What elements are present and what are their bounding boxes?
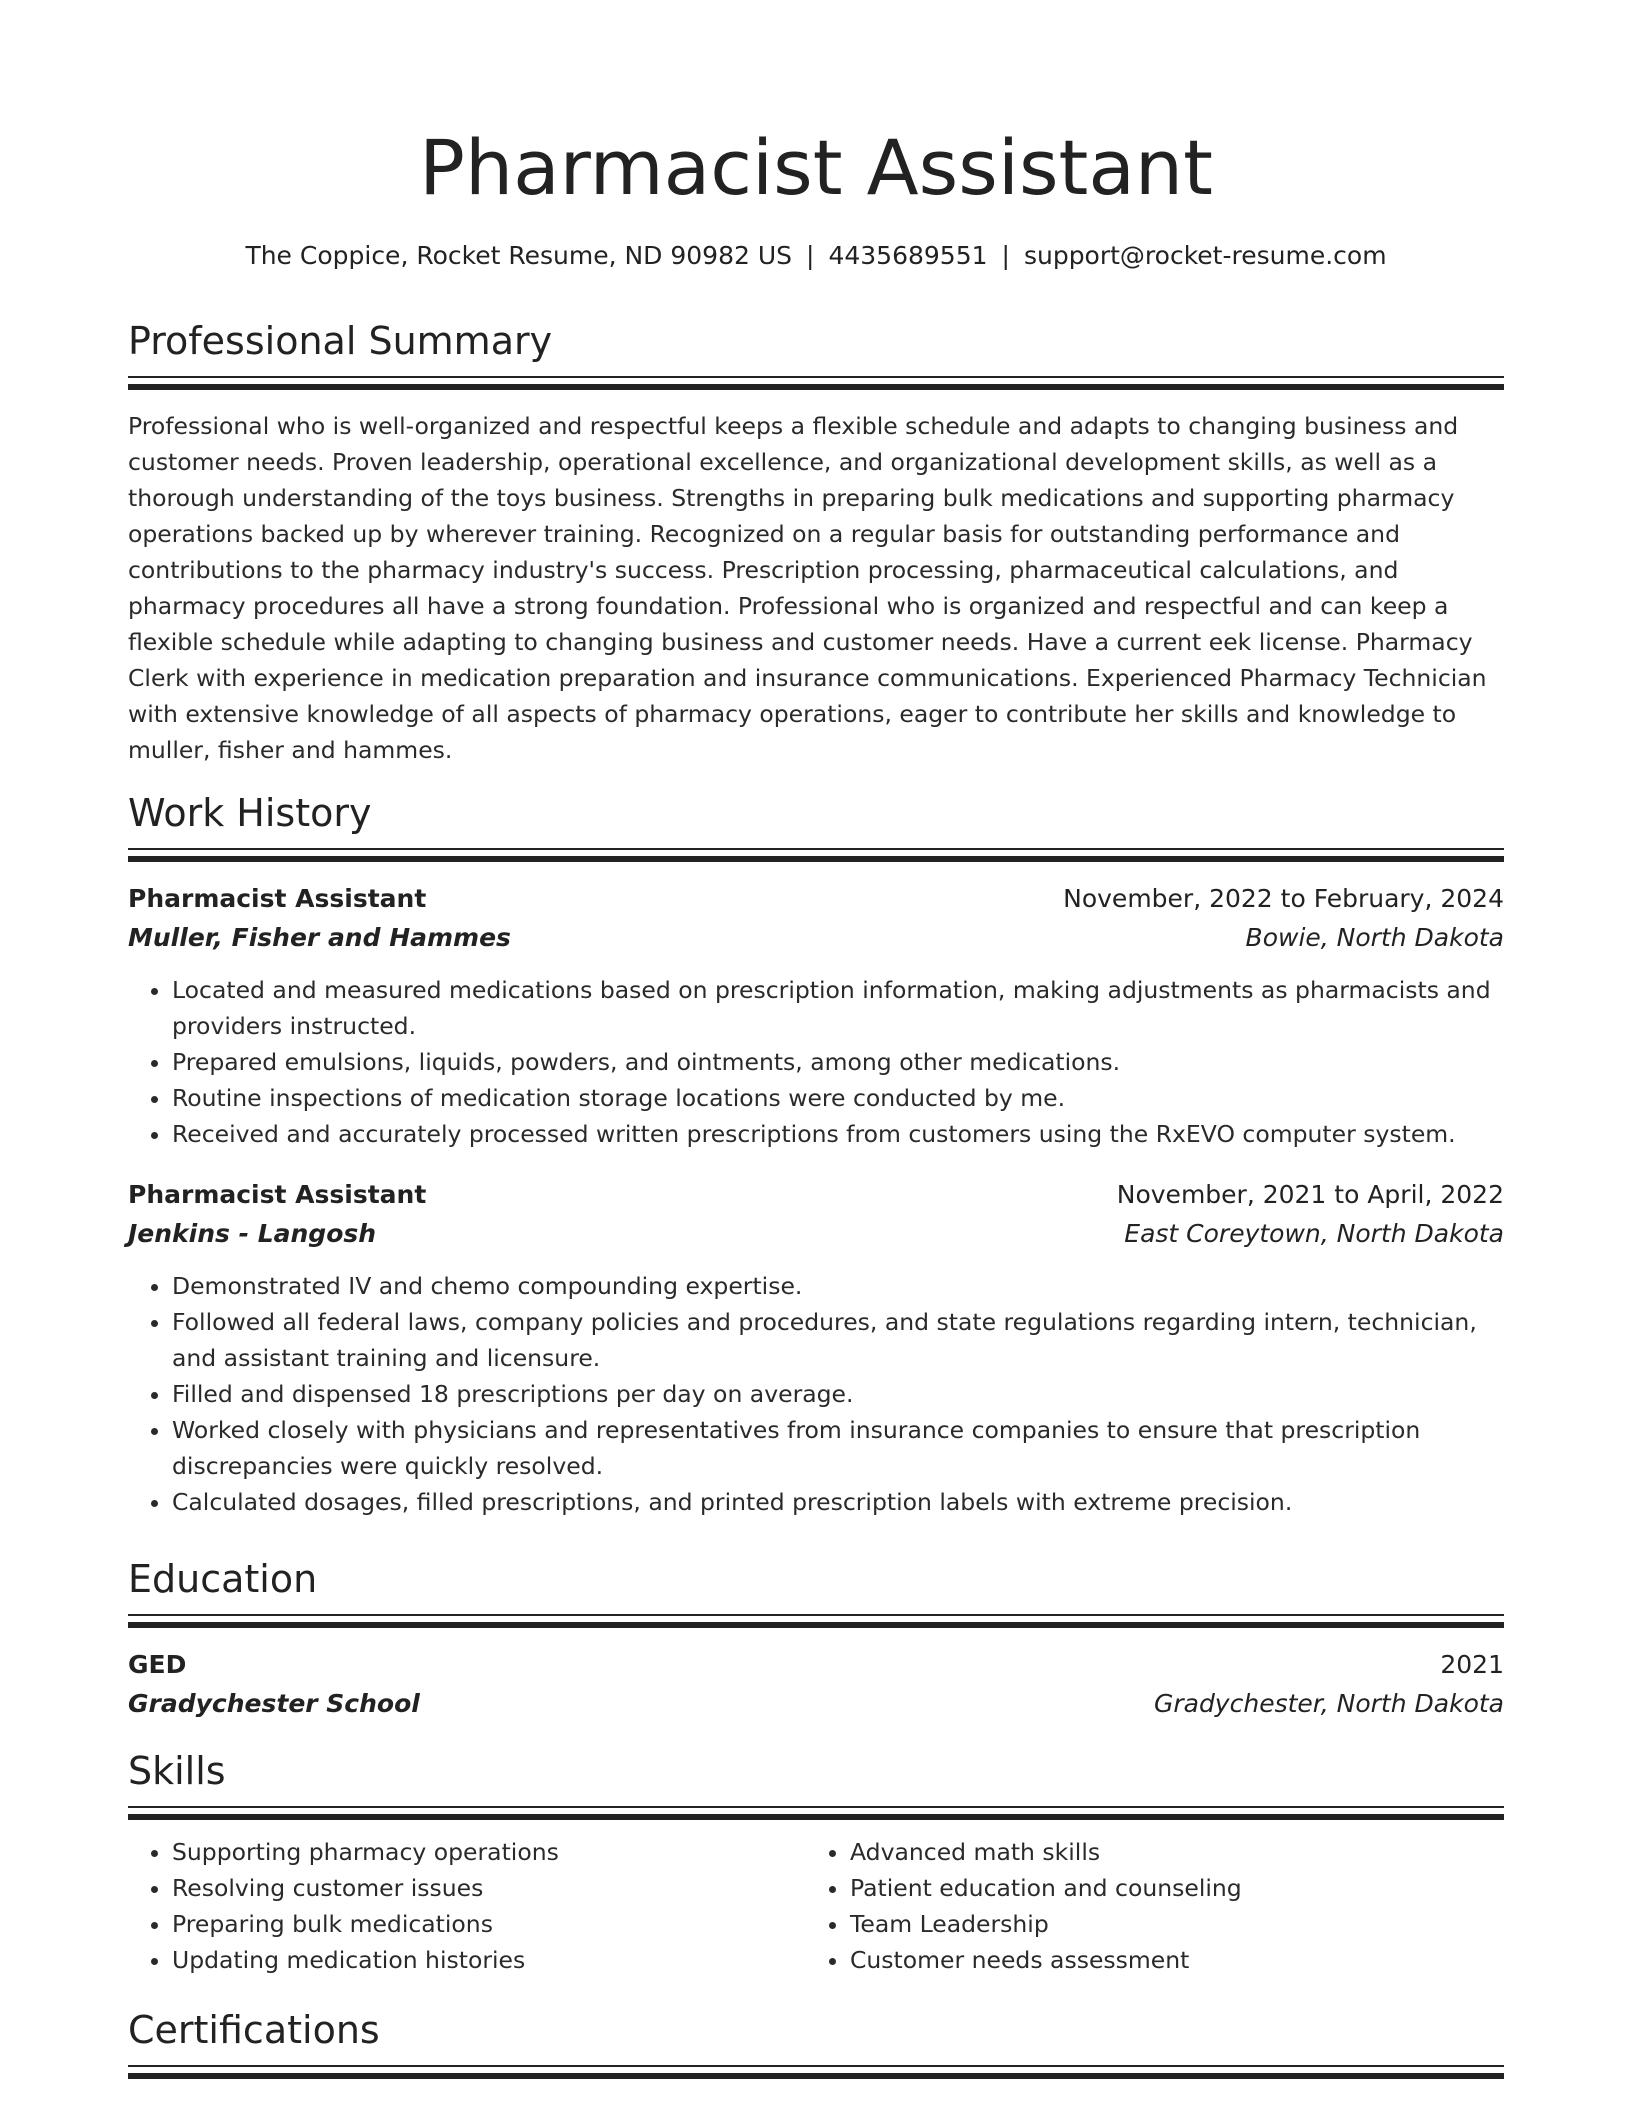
skill-item: • Customer needs assessment <box>850 1942 1504 1978</box>
education-heading: Education <box>128 1557 318 1601</box>
skill-item: • Preparing bulk medications <box>172 1906 806 1942</box>
section-rule <box>128 848 1504 850</box>
skills-section <box>128 1746 1504 1978</box>
contact-email[interactable]: support@rocket-resume.com <box>1023 241 1387 270</box>
education-year: 2021 <box>1440 1650 1504 1679</box>
contact-separator: | <box>806 241 815 270</box>
education-section <box>128 1554 1504 1724</box>
job-entry <box>128 1176 1504 1520</box>
list-item: • Located and measured medications based on prescription information, making adjustments as pharmacists and providers instructed. <box>172 972 1504 1044</box>
summary-heading: Professional Summary <box>128 319 553 363</box>
skills-list-right <box>806 1834 1504 1978</box>
education-entry <box>128 1646 1504 1724</box>
skill-item: • Advanced math skills <box>850 1834 1504 1870</box>
section-rule-thick <box>128 384 1504 390</box>
job-location: Bowie, North Dakota <box>1245 923 1504 952</box>
section-rule <box>128 1614 1504 1616</box>
work-history-section <box>128 788 1504 1520</box>
education-degree: GED <box>128 1650 187 1679</box>
job-header <box>128 880 1504 918</box>
section-rule-thick <box>128 1814 1504 1820</box>
list-item: • Filled and dispensed 18 prescriptions per day on average. <box>172 1376 1504 1412</box>
certifications-section <box>128 2005 1504 2079</box>
contact-address: The Coppice, Rocket Resume, ND 90982 US <box>245 241 793 270</box>
section-rule-thick <box>128 1622 1504 1628</box>
job-dates: November, 2022 to February, 2024 <box>1063 884 1504 913</box>
list-item: • Routine inspections of medication storage locations were conducted by me. <box>172 1080 1504 1116</box>
certifications-heading: Certifications <box>128 2008 380 2052</box>
list-item: • Followed all federal laws, company policies and procedures, and state regulations regarding intern, technician, and assistant training and licensure. <box>172 1304 1504 1376</box>
education-location: Gradychester, North Dakota <box>1153 1689 1504 1718</box>
education-header <box>128 1646 1504 1684</box>
section-rule <box>128 1806 1504 1808</box>
list-item: • Worked closely with physicians and representatives from insurance companies to ensure that prescription discrepancies were quickly resolved. <box>172 1412 1504 1484</box>
education-subheader <box>128 1684 1504 1724</box>
section-rule <box>128 376 1504 378</box>
section-rule <box>128 2065 1504 2067</box>
job-subheader <box>128 918 1504 958</box>
skill-item: • Patient education and counseling <box>850 1870 1504 1906</box>
section-rule-thick <box>128 856 1504 862</box>
job-dates: November, 2021 to April, 2022 <box>1116 1180 1504 1209</box>
section-rule-thick <box>128 2073 1504 2079</box>
job-location: East Coreytown, North Dakota <box>1124 1219 1504 1248</box>
skills-columns <box>128 1834 1504 1978</box>
education-school: Gradychester School <box>128 1689 420 1718</box>
summary-section <box>128 316 1504 768</box>
work-history-heading: Work History <box>128 791 372 835</box>
resume-name: Pharmacist Assistant <box>419 123 1213 212</box>
skills-list-left <box>128 1834 806 1978</box>
skill-item: • Team Leadership <box>850 1906 1504 1942</box>
job-company: Jenkins - Langosh <box>128 1219 377 1248</box>
job-header <box>128 1176 1504 1214</box>
contact-separator: | <box>1001 241 1010 270</box>
job-entry <box>128 880 1504 1152</box>
job-title: Pharmacist Assistant <box>128 1180 427 1209</box>
contact-phone: 4435689551 <box>828 241 988 270</box>
job-bullets <box>128 1268 1504 1520</box>
job-company: Muller, Fisher and Hammes <box>128 923 511 952</box>
job-subheader <box>128 1214 1504 1254</box>
skill-item: • Resolving customer issues <box>172 1870 806 1906</box>
contact-line <box>128 238 1504 274</box>
job-title: Pharmacist Assistant <box>128 884 427 913</box>
skills-heading: Skills <box>128 1749 226 1793</box>
list-item: • Calculated dosages, filled prescriptions, and printed prescription labels with extreme precision. <box>172 1484 1504 1520</box>
job-bullets <box>128 972 1504 1152</box>
list-item: • Prepared emulsions, liquids, powders, and ointments, among other medications. <box>172 1044 1504 1080</box>
summary-text: Professional who is well-organized and respectful keeps a flexible schedule and adapts to changing business and customer needs. Proven leadership, operational excellence, and organizational development skills, as well as a thorough understanding of the toys business. Strengths in preparing bulk medications and supporting pharmacy operations backed up by wherever training. Recognized on a regular basis for outstanding performance and contributions to the pharmacy industry's success. Prescription processing, pharmaceutical calculations, and pharmacy procedures all have a strong foundation. Professional who is organized and respectful and can keep a flexible schedule while adapting to changing business and customer needs. Have a current eek license. Pharmacy Clerk with experience in medication preparation and insurance communications. Experienced Pharmacy Technician with extensive knowledge of all aspects of pharmacy operations, eager to contribute her skills and knowledge to muller, fisher and hammes. <box>128 412 1487 764</box>
skill-item: • Supporting pharmacy operations <box>172 1834 806 1870</box>
list-item: • Received and accurately processed written prescriptions from customers using the RxEVO computer system. <box>172 1116 1504 1152</box>
skill-item: • Updating medication histories <box>172 1942 806 1978</box>
list-item: • Demonstrated IV and chemo compounding expertise. <box>172 1268 1504 1304</box>
